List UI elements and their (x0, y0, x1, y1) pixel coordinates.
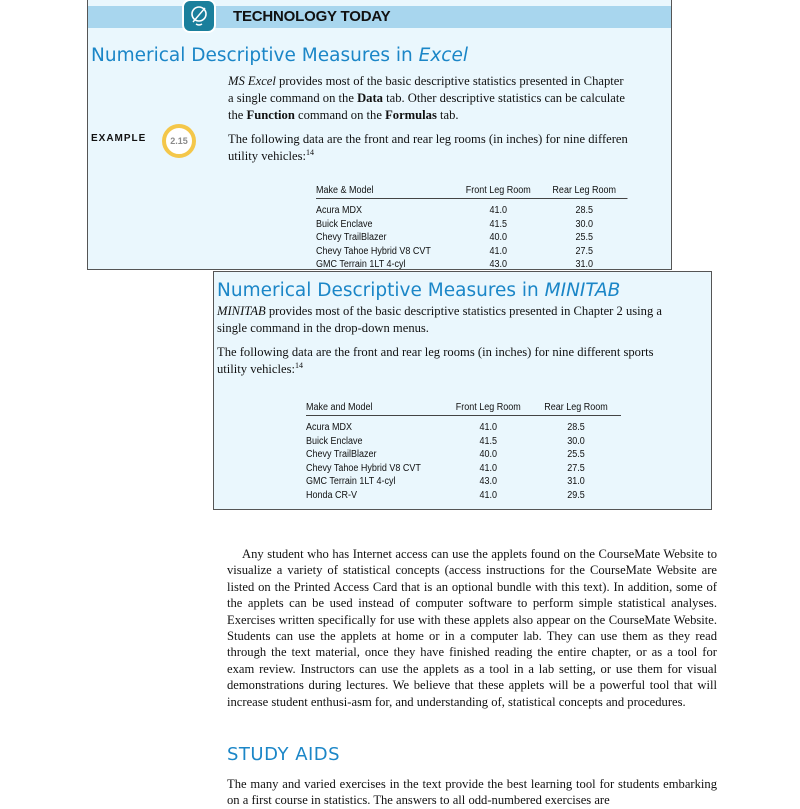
applets-paragraph: Any student who has Internet access can use the applets found on the CourseMate Website to visualize a variety of statistical concepts (access instructions for the CourseMate Website are listed on the Printed Access Card that is an optional bundle with this text). In addition, some of the applets can be used instead of computer software to perform simple statistical analyses. Exercises written specifically for use with these applets also appear on the CourseMate Website. Students can use the applets at home or in a computer lab. They can use them as they read through the text material, once they have finished reading the entire chapter, or as a tool for exam review. Instructors can use the applets as a tool in a lab setting, or use them for visual demonstrations during lectures. We believe that these applets will be a powerful tool that will increase student enthusi-asm for, and understanding of, statistical concepts and procedures. (227, 547, 717, 709)
minitab-section-title: Numerical Descriptive Measures in MINITAB (217, 280, 621, 301)
column-header-model: Make and Model (306, 402, 446, 416)
footnote-ref: 14 (295, 360, 303, 370)
study-aids-paragraph: The many and varied exercises in the text provide the best learning tool for students embarking on a first course in statistics. The answers to all odd-numbered exercises are (227, 777, 717, 808)
minitab-data-paragraph: The following data are the front and rear leg rooms (in inches) for nine different sports utility vehicles:$^{14}$ (217, 345, 654, 376)
column-header-front: Front Leg Room (456, 185, 542, 199)
minitab-title-emphasis: MINITAB (544, 280, 621, 301)
table-row: Honda CR-V 41.0 29.5 (306, 489, 585, 501)
excel-title-emphasis: Excel (418, 45, 469, 66)
minitab-intro-paragraph: MINITAB provides most of the basic descriptive statistics presented in Chapter 2 using a single command in the drop-down menus. (217, 304, 663, 335)
minitab-leg-room-table (306, 402, 621, 502)
table-row: Chevy Tahoe Hybrid V8 CVT 41.0 27.5 (316, 245, 593, 257)
study-aids-heading: STUDY AIDS (227, 744, 341, 765)
example-label: EXAMPLE (91, 133, 147, 144)
excel-leg-room-table (316, 185, 627, 270)
example-number-badge: 2.15 (162, 124, 196, 158)
table-row: Chevy TrailBlazer 40.0 25.5 (306, 449, 585, 460)
column-header-front: Front Leg Room (446, 402, 532, 416)
table-row: Buick Enclave 41.5 30.0 (316, 218, 593, 230)
table-header-row (316, 185, 627, 199)
table-row: Buick Enclave 41.5 30.0 (306, 435, 585, 447)
column-header-model: Make & Model (316, 185, 456, 199)
minitab-technology-panel (213, 271, 712, 510)
excel-section-title: Numerical Descriptive Measures in Excel (91, 45, 469, 66)
table-row: Acura MDX 41.0 28.5 (316, 205, 593, 216)
table-header-row (306, 402, 621, 416)
table-row: GMC Terrain 1LT 4-cyl 43.0 31.0 (306, 476, 585, 487)
technology-today-title: TECHNOLOGY TODAY (233, 8, 391, 25)
column-header-rear: Rear Leg Room (541, 185, 627, 199)
table-row: Chevy Tahoe Hybrid V8 CVT 41.0 27.5 (306, 462, 585, 474)
excel-data-paragraph: The following data are the front and rear leg rooms (in inches) for nine differen utility vehicles:$^{14}$ (228, 132, 628, 163)
table-row: Acura MDX 41.0 28.5 (306, 422, 585, 433)
excel-intro-paragraph: MS Excel provides most of the basic descriptive statistics presented in Chapter a single command on the Data tab. Other descriptive statistics can be calculate the Function command on the Formulas tab. (228, 74, 625, 122)
technology-badge-icon (182, 0, 216, 33)
column-header-rear: Rear Leg Room (531, 402, 621, 416)
footnote-ref: 14 (306, 147, 314, 157)
table-row: GMC Terrain 1LT 4-cyl 43.0 31.0 (316, 259, 593, 270)
table-row: Chevy TrailBlazer 40.0 25.5 (316, 232, 593, 243)
